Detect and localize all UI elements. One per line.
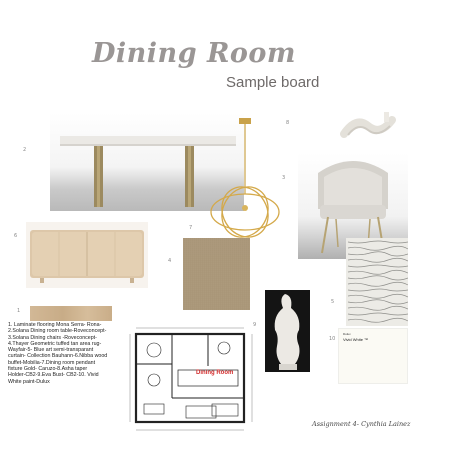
product-list-line: curtain- Collection Bauhann-6.Nibba wood	[8, 353, 108, 360]
product-list-line: 4.Thayer Geometric tuffed tan area rug-	[8, 340, 102, 347]
curtain-fabric-swatch	[346, 238, 408, 326]
floor-plan	[126, 322, 262, 440]
floor-plan-label: Dining Room	[196, 370, 234, 376]
product-list-line: fixture Gold- Caruzo-8.Asha taper	[8, 366, 88, 373]
taper-holder-image	[338, 108, 398, 143]
product-list	[8, 322, 130, 385]
product-list-line: White paint-Dulux	[8, 378, 50, 385]
product-list-line: 3.Solana Dining chairs -Roveconcept-	[8, 334, 97, 341]
product-list-line: buffet-Mobilia-7.Dining room pendant	[8, 359, 96, 366]
signature: Assignment 4- Cynthia Lainez	[312, 420, 411, 428]
product-list-line: 2.Solana Dining room table-Roveconcept-	[8, 328, 107, 335]
item-number-10: 10	[329, 336, 336, 342]
product-list-line: Holder-CB2-9.Eva Bust- CB2-10. Vivid	[8, 372, 99, 379]
eva-bust-image	[265, 290, 310, 372]
wood-buffet-image	[26, 222, 148, 288]
item-number-6: 6	[14, 233, 18, 239]
paint-brand: Dulux	[343, 332, 351, 336]
item-number-7: 7	[189, 225, 193, 231]
product-list-line: Wayfair-5- Blue art semi-transparant	[8, 347, 94, 354]
item-number-4: 4	[168, 258, 172, 264]
item-number-3: 3	[282, 175, 286, 181]
item-number-9: 9	[253, 322, 257, 328]
board-subtitle: Sample board	[226, 74, 320, 91]
laminate-flooring-swatch	[30, 306, 112, 321]
item-number-1: 1	[17, 308, 21, 314]
tan-area-rug-swatch	[183, 238, 250, 310]
product-list-line: 1. Laminate flooring Mona Serra- Rona-	[8, 322, 102, 328]
item-number-2: 2	[23, 147, 27, 153]
board-title: Dining Room	[92, 38, 296, 69]
item-number-8: 8	[286, 120, 290, 126]
item-number-5: 5	[331, 299, 335, 305]
floor-plan-drawing	[126, 322, 262, 440]
pendant-light-image	[205, 116, 285, 240]
paint-name: Vivid White ™	[343, 337, 369, 342]
paint-swatch	[338, 328, 408, 384]
